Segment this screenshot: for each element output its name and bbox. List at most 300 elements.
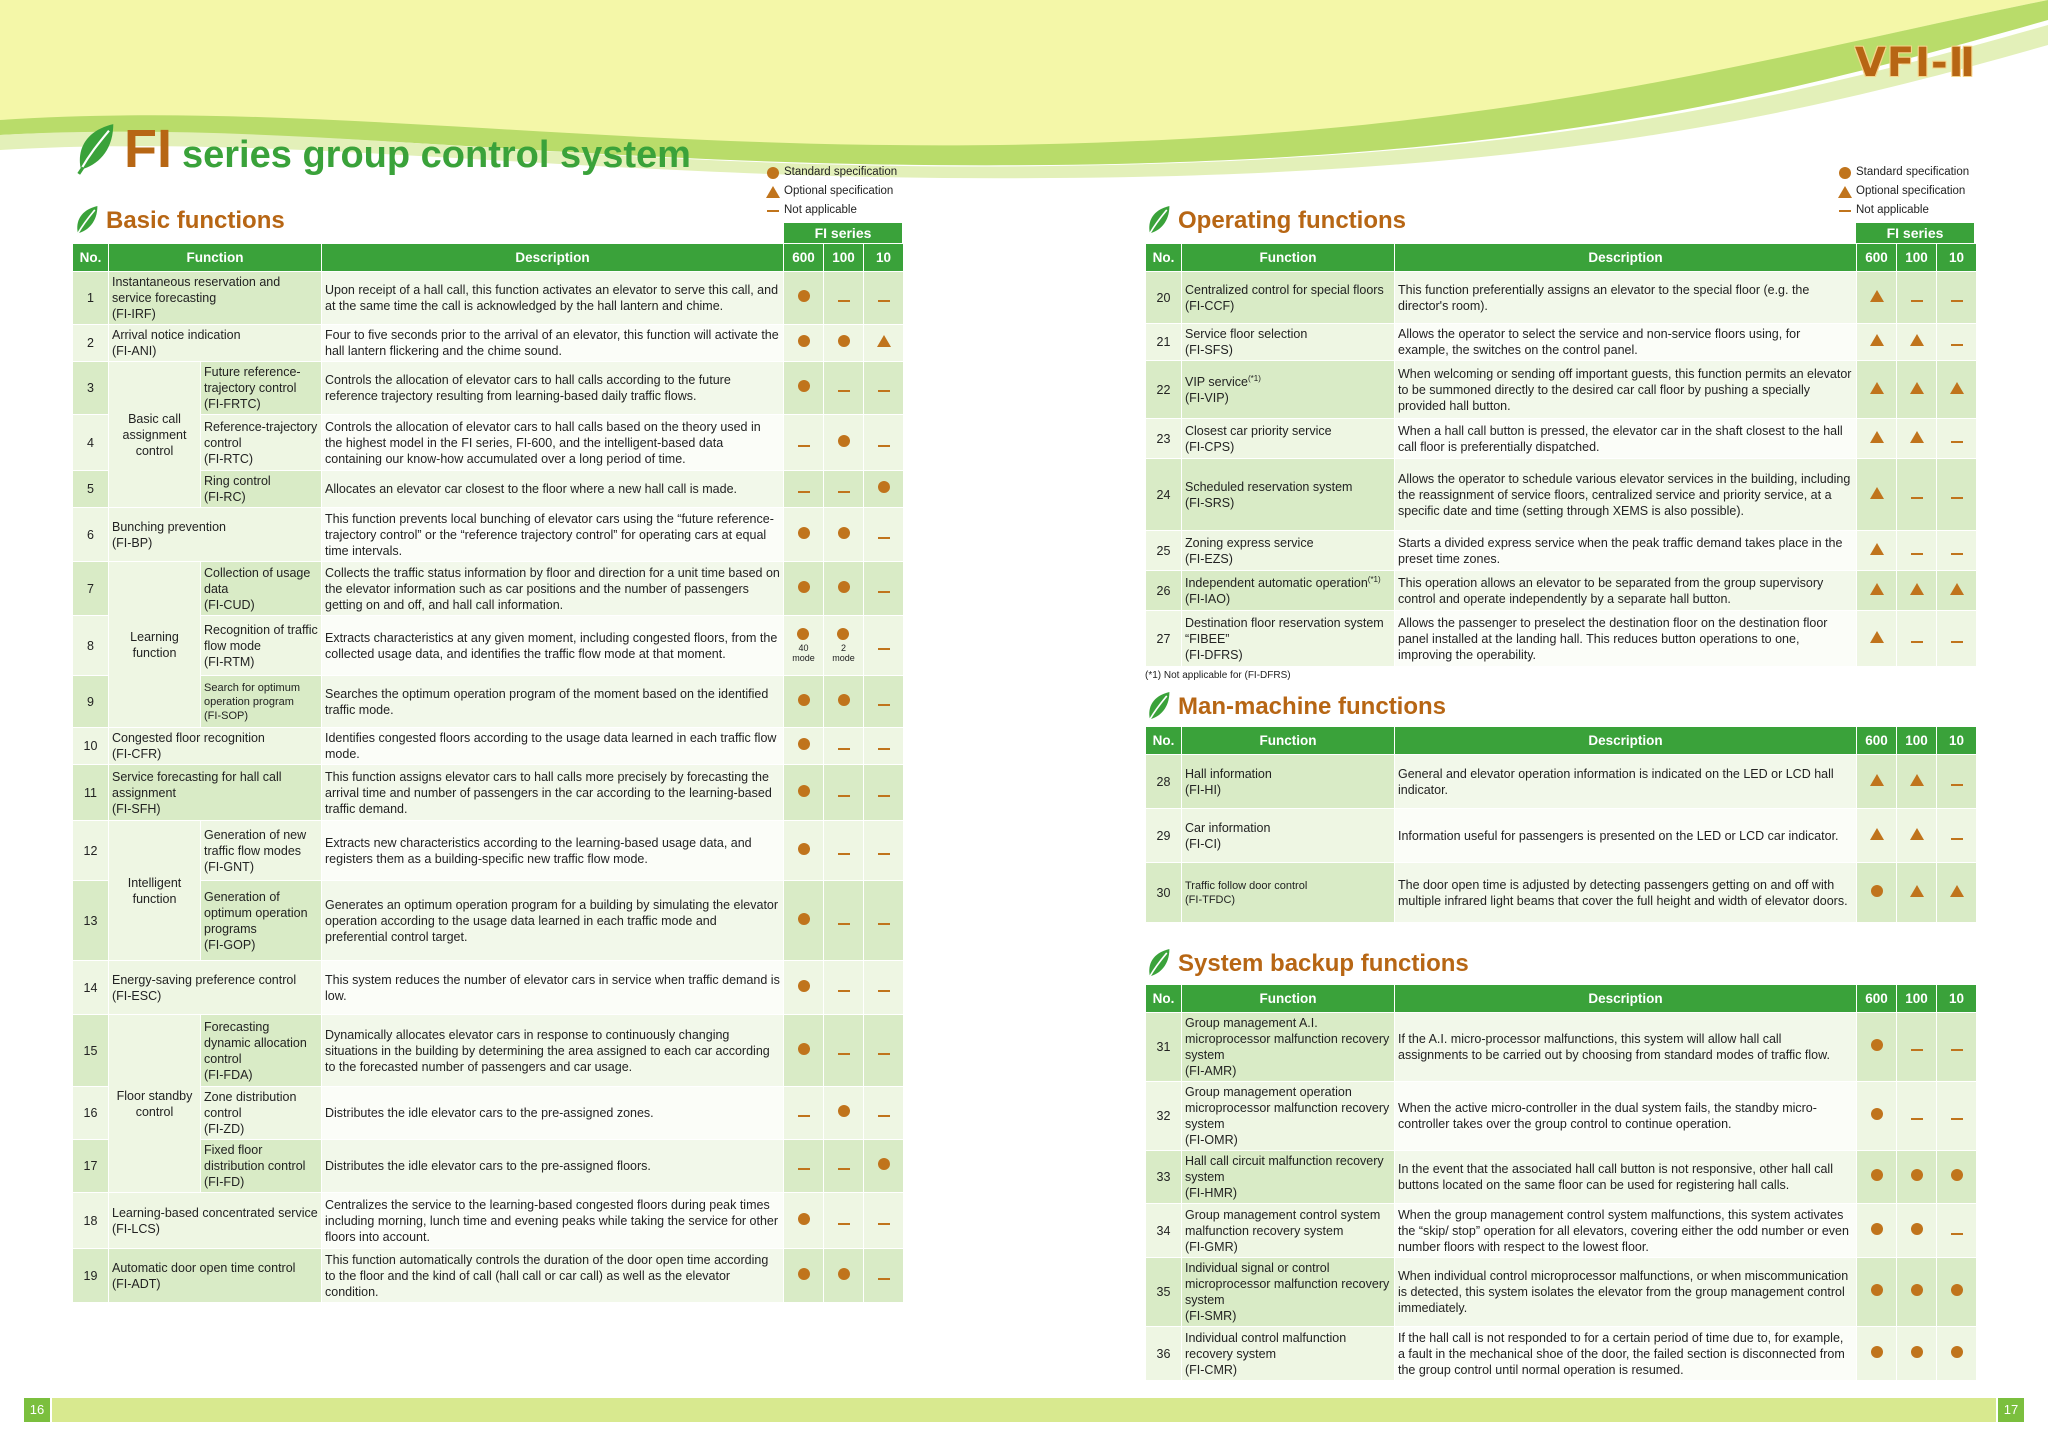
spec-mark-cell xyxy=(864,1140,904,1193)
spec-mark-cell xyxy=(1897,755,1937,809)
row-number: 20 xyxy=(1146,272,1182,324)
spec-mark-cell xyxy=(784,1015,824,1087)
function-name: Group management control system malfunction recovery system (FI-GMR) xyxy=(1182,1204,1395,1258)
row-number: 12 xyxy=(73,821,109,881)
standard-dot-icon xyxy=(798,1043,810,1055)
row-number: 15 xyxy=(73,1015,109,1087)
standard-dot-icon xyxy=(1839,167,1851,179)
spec-mark-cell xyxy=(784,415,824,471)
table-row xyxy=(1146,611,1977,667)
spec-mark-cell xyxy=(1857,419,1897,459)
standard-dot-icon xyxy=(1951,1169,1963,1181)
spec-mark-cell xyxy=(784,961,824,1015)
not-applicable-dash-icon xyxy=(838,923,850,925)
spec-mark-cell xyxy=(1937,324,1977,361)
spec-mark-cell xyxy=(784,728,824,765)
table-row xyxy=(1146,863,1977,923)
optional-triangle-icon xyxy=(1910,828,1924,840)
spec-mark-cell xyxy=(824,821,864,881)
standard-dot-icon xyxy=(838,1105,850,1117)
operating-footnote: (*1) Not applicable for (FI-DFRS) xyxy=(1145,670,1291,681)
spec-mark-cell xyxy=(824,508,864,562)
not-applicable-dash-icon xyxy=(878,1278,890,1280)
row-number: 19 xyxy=(73,1249,109,1303)
spec-mark-cell xyxy=(1857,1258,1897,1327)
mode-note: 40 mode xyxy=(792,643,815,663)
function-name: Service floor selection (FI-SFS) xyxy=(1182,324,1395,361)
spec-mark-cell xyxy=(784,676,824,728)
spec-mark-cell xyxy=(1857,459,1897,531)
col-600: 600 xyxy=(784,244,824,272)
mode-note: 2 mode xyxy=(832,643,855,663)
table-row xyxy=(1146,324,1977,361)
spec-mark-cell xyxy=(1937,1327,1977,1381)
optional-triangle-icon xyxy=(1870,334,1884,346)
section-backup-title: System backup functions xyxy=(1146,947,1469,981)
standard-dot-icon xyxy=(797,628,809,640)
spec-mark-cell xyxy=(864,728,904,765)
spec-mark-cell xyxy=(1937,1082,1977,1151)
function-name: Traffic follow door control (FI-TFDC) xyxy=(1182,863,1395,923)
table-row xyxy=(1146,459,1977,531)
optional-triangle-icon xyxy=(1910,583,1924,595)
standard-dot-icon xyxy=(838,1268,850,1280)
table-row xyxy=(1146,1258,1977,1327)
function-description: Starts a divided express service when the peak traffic demand takes place in the preset time zones. xyxy=(1395,531,1857,571)
function-description: Information useful for passengers is presented on the LED or LCD car indicator. xyxy=(1395,809,1857,863)
not-applicable-dash-icon xyxy=(878,795,890,797)
standard-dot-icon xyxy=(878,1158,890,1170)
table-row xyxy=(73,821,904,881)
spec-mark-cell xyxy=(1897,863,1937,923)
table-row xyxy=(73,508,904,562)
spec-mark-cell xyxy=(1897,1258,1937,1327)
not-applicable-dash-icon xyxy=(1951,300,1963,302)
spec-mark-cell xyxy=(864,272,904,325)
not-applicable-dash-icon xyxy=(878,300,890,302)
brand-logo: VFI-Ⅱ xyxy=(1854,40,1976,86)
not-applicable-dash-icon xyxy=(1951,497,1963,499)
row-number: 18 xyxy=(73,1193,109,1249)
not-applicable-dash-icon xyxy=(878,923,890,925)
standard-dot-icon xyxy=(1871,1346,1883,1358)
not-applicable-dash-icon xyxy=(878,853,890,855)
spec-mark-cell xyxy=(1897,459,1937,531)
function-name: Service forecasting for hall call assignment (FI-SFH) xyxy=(109,765,322,821)
function-description: When the group management control system malfunctions, this system activates the “skip/ stop” operation for all elevators, covering either the odd number or even number floors with respect to the lowest floor. xyxy=(1395,1204,1857,1258)
not-applicable-dash-icon xyxy=(1911,300,1923,302)
function-name: Generation of optimum operation programs (FI-GOP) xyxy=(201,881,322,961)
table-row xyxy=(73,1015,904,1087)
function-name: Zone distribution control (FI-ZD) xyxy=(201,1087,322,1140)
optional-triangle-icon xyxy=(1838,186,1852,198)
not-applicable-dash-icon xyxy=(798,1115,810,1117)
spec-mark-cell xyxy=(784,616,824,676)
table-row xyxy=(1146,1013,1977,1082)
basic-functions-table xyxy=(72,243,904,1303)
not-applicable-dash-icon xyxy=(878,990,890,992)
function-name: Bunching prevention (FI-BP) xyxy=(109,508,322,562)
title-fi: FI xyxy=(124,119,172,179)
function-name: Car information (FI-CI) xyxy=(1182,809,1395,863)
spec-mark-cell xyxy=(864,415,904,471)
spec-mark-cell xyxy=(1897,272,1937,324)
not-applicable-dash-icon xyxy=(798,445,810,447)
standard-dot-icon xyxy=(1951,1346,1963,1358)
col-100: 100 xyxy=(824,244,864,272)
spec-mark-cell xyxy=(1937,419,1977,459)
spec-mark-cell xyxy=(864,821,904,881)
standard-dot-icon xyxy=(838,581,850,593)
optional-triangle-icon xyxy=(1950,583,1964,595)
function-description: Centralizes the service to the learning-based congested floors during peak times including morning, lunch time and evening peaks while taking the service for other floors into account. xyxy=(322,1193,784,1249)
optional-triangle-icon xyxy=(1950,382,1964,394)
title-rest: series group control system xyxy=(182,134,691,176)
row-number: 27 xyxy=(1146,611,1182,667)
spec-mark-cell xyxy=(784,1249,824,1303)
optional-triangle-icon xyxy=(1870,631,1884,643)
function-name: Automatic door open time control (FI-ADT) xyxy=(109,1249,322,1303)
table-row xyxy=(73,1193,904,1249)
spec-mark-cell xyxy=(784,325,824,362)
function-description: Allows the operator to schedule various elevator services in the building, including the reassignment of service floors, centralized service and priority service, at a specific date and time (setting through XEMS is also possible). xyxy=(1395,459,1857,531)
section-basic-title: Basic functions xyxy=(74,204,285,238)
standard-dot-icon xyxy=(837,628,849,640)
function-name: Reference-trajectory control (FI-RTC) xyxy=(201,415,322,471)
not-applicable-dash-icon xyxy=(878,445,890,447)
table-row xyxy=(1146,272,1977,324)
standard-dot-icon xyxy=(1911,1169,1923,1181)
spec-mark-cell xyxy=(1857,809,1897,863)
function-name: Search for optimum operation program (FI-SOP) xyxy=(201,676,322,728)
legend-right: Standard specification Optional specification Not applicable xyxy=(1838,163,1969,220)
not-applicable-dash-icon xyxy=(1951,1049,1963,1051)
not-applicable-dash-icon xyxy=(838,748,850,750)
spec-mark-cell xyxy=(1857,361,1897,419)
function-description: When the active micro-controller in the dual system fails, the standby micro-controller takes over the group control to continue operation. xyxy=(1395,1082,1857,1151)
function-description: This function prevents local bunching of elevator cars using the “future reference-trajectory control” or the “reference trajectory control” for operating cars at equal time intervals. xyxy=(322,508,784,562)
table-row xyxy=(1146,361,1977,419)
function-description: Searches the optimum operation program of the moment based on the identified traffic mode. xyxy=(322,676,784,728)
function-description: Identifies congested floors according to the usage data learned in each traffic flow mode. xyxy=(322,728,784,765)
spec-mark-cell xyxy=(1857,531,1897,571)
footnote-marker: (*1) xyxy=(1367,574,1381,584)
function-name: Scheduled reservation system (FI-SRS) xyxy=(1182,459,1395,531)
function-description: Collects the traffic status information by floor and direction for a unit time based on the elevator information such as car positions and the number of passengers getting on and off, and hall call information. xyxy=(322,562,784,616)
standard-dot-icon xyxy=(798,1268,810,1280)
row-number: 33 xyxy=(1146,1151,1182,1204)
standard-dot-icon xyxy=(1911,1223,1923,1235)
spec-mark-cell xyxy=(1857,1082,1897,1151)
not-applicable-dash-icon xyxy=(878,537,890,539)
not-applicable-dash-icon xyxy=(838,795,850,797)
footnote-marker: (*1) xyxy=(1248,373,1261,383)
spec-mark-cell xyxy=(864,616,904,676)
function-group: Learning function xyxy=(109,562,201,728)
spec-mark-cell xyxy=(864,881,904,961)
row-number: 2 xyxy=(73,325,109,362)
function-description: If the A.I. micro-processor malfunctions, this system will allow hall call assignments to be carried out by choosing from standard modes of traffic flow. xyxy=(1395,1013,1857,1082)
spec-mark-cell xyxy=(784,562,824,616)
spec-mark-cell xyxy=(824,961,864,1015)
spec-mark-cell xyxy=(1937,1204,1977,1258)
table-row xyxy=(1146,419,1977,459)
function-name: VIP service$^{(*1)}$ (FI-VIP) xyxy=(1182,361,1395,419)
spec-mark-cell xyxy=(1897,1151,1937,1204)
function-description: Allows the operator to select the service and non-service floors using, for example, the switches on the control panel. xyxy=(1395,324,1857,361)
spec-mark-cell xyxy=(784,1193,824,1249)
spec-mark-cell xyxy=(864,1249,904,1303)
spec-mark-cell xyxy=(1937,272,1977,324)
function-description: Four to five seconds prior to the arrival of an elevator, this function will activate the hall lantern flickering and the chime sound. xyxy=(322,325,784,362)
not-applicable-dash-icon xyxy=(878,1053,890,1055)
function-description: If the hall call is not responded to for a certain period of time due to, for example, a fault in the mechanical shoe of the door, the failed section is disconnected from the group control until normal operation is resumed. xyxy=(1395,1327,1857,1381)
spec-mark-cell xyxy=(1937,863,1977,923)
not-applicable-dash-icon xyxy=(1911,641,1923,643)
spec-mark-cell xyxy=(1937,1151,1977,1204)
not-applicable-dash-icon xyxy=(1951,641,1963,643)
optional-triangle-icon xyxy=(877,335,891,347)
footer-bar xyxy=(52,1398,1996,1422)
spec-mark-cell xyxy=(824,1249,864,1303)
optional-triangle-icon xyxy=(1870,290,1884,302)
fi-series-header-left: FI series xyxy=(783,222,903,244)
optional-triangle-icon xyxy=(1870,774,1884,786)
function-name: Closest car priority service (FI-CPS) xyxy=(1182,419,1395,459)
page-number-right: 17 xyxy=(1998,1398,2024,1422)
row-number: 30 xyxy=(1146,863,1182,923)
spec-mark-cell xyxy=(1937,809,1977,863)
spec-mark-cell xyxy=(1937,361,1977,419)
spec-mark-cell xyxy=(824,676,864,728)
section-operating-title: Operating functions xyxy=(1146,204,1406,238)
function-description: Extracts new characteristics according to the learning-based usage data, and registers them as a building-specific new traffic flow mode. xyxy=(322,821,784,881)
row-number: 28 xyxy=(1146,755,1182,809)
function-description: This function assigns elevator cars to hall calls more precisely by forecasting the arrival time and number of passengers in the car according to the learning-based traffic demand. xyxy=(322,765,784,821)
table-row xyxy=(73,765,904,821)
optional-triangle-icon xyxy=(1910,774,1924,786)
function-name: Collection of usage data (FI-CUD) xyxy=(201,562,322,616)
col-no: No. xyxy=(73,244,109,272)
col-description: Description xyxy=(322,244,784,272)
function-name: Group management A.I. microprocessor malfunction recovery system (FI-AMR) xyxy=(1182,1013,1395,1082)
table-row xyxy=(73,961,904,1015)
spec-mark-cell xyxy=(1937,755,1977,809)
function-description: Distributes the idle elevator cars to the pre-assigned floors. xyxy=(322,1140,784,1193)
table-row xyxy=(1146,1082,1977,1151)
table-row xyxy=(73,325,904,362)
spec-mark-cell xyxy=(1937,571,1977,611)
not-applicable-dash-icon xyxy=(838,1053,850,1055)
spec-mark-cell xyxy=(1857,571,1897,611)
function-name: Individual signal or control microprocessor malfunction recovery system (FI-SMR) xyxy=(1182,1258,1395,1327)
spec-mark-cell xyxy=(1857,1151,1897,1204)
standard-dot-icon xyxy=(798,581,810,593)
standard-dot-icon xyxy=(838,694,850,706)
optional-triangle-icon xyxy=(1870,382,1884,394)
row-number: 31 xyxy=(1146,1013,1182,1082)
spec-mark-cell xyxy=(824,1140,864,1193)
standard-dot-icon xyxy=(798,843,810,855)
standard-dot-icon xyxy=(1951,1284,1963,1296)
standard-dot-icon xyxy=(798,1213,810,1225)
spec-mark-cell xyxy=(1897,324,1937,361)
spec-mark-cell xyxy=(1857,863,1897,923)
standard-dot-icon xyxy=(878,481,890,493)
not-applicable-dash-icon xyxy=(1911,497,1923,499)
spec-mark-cell xyxy=(864,362,904,415)
function-name: Centralized control for special floors (FI-CCF) xyxy=(1182,272,1395,324)
spec-mark-cell xyxy=(784,1087,824,1140)
optional-triangle-icon xyxy=(1870,583,1884,595)
table-row xyxy=(73,728,904,765)
legend-left: Standard specification Optional specification Not applicable xyxy=(766,163,897,220)
spec-mark-cell xyxy=(864,961,904,1015)
function-name: Arrival notice indication (FI-ANI) xyxy=(109,325,322,362)
not-applicable-dash-icon xyxy=(1911,1049,1923,1051)
function-description: Allows the passenger to preselect the destination floor on the destination floor panel installed at the landing hall. This reduces button operations to one, improving the operability. xyxy=(1395,611,1857,667)
standard-dot-icon xyxy=(1871,1169,1883,1181)
row-number: 10 xyxy=(73,728,109,765)
row-number: 1 xyxy=(73,272,109,325)
function-name: Future reference-trajectory control (FI-FRTC) xyxy=(201,362,322,415)
spec-mark-cell xyxy=(824,881,864,961)
spec-mark-cell xyxy=(1857,1013,1897,1082)
spec-mark-cell xyxy=(824,1193,864,1249)
leaf-icon xyxy=(1146,204,1172,238)
spec-mark-cell xyxy=(1857,755,1897,809)
spec-mark-cell xyxy=(1857,1204,1897,1258)
function-name: Instantaneous reservation and service forecasting (FI-IRF) xyxy=(109,272,322,325)
not-applicable-dash-icon xyxy=(878,390,890,392)
function-name: Recognition of traffic flow mode (FI-RTM) xyxy=(201,616,322,676)
spec-mark-cell xyxy=(784,362,824,415)
spec-mark-cell xyxy=(824,362,864,415)
function-group: Intelligent function xyxy=(109,821,201,961)
not-applicable-dash-icon xyxy=(1951,1233,1963,1235)
row-number: 26 xyxy=(1146,571,1182,611)
col-function: Function xyxy=(109,244,322,272)
section-man-machine-title: Man-machine functions xyxy=(1146,690,1446,724)
spec-mark-cell xyxy=(864,508,904,562)
not-applicable-dash-icon xyxy=(1911,1118,1923,1120)
function-name: Destination floor reservation system “FIBEE” (FI-DFRS) xyxy=(1182,611,1395,667)
page-number-left: 16 xyxy=(24,1398,50,1422)
row-number: 34 xyxy=(1146,1204,1182,1258)
spec-mark-cell xyxy=(1937,531,1977,571)
spec-mark-cell xyxy=(1897,531,1937,571)
spec-mark-cell xyxy=(824,1015,864,1087)
not-applicable-dash-icon xyxy=(878,748,890,750)
spec-mark-cell xyxy=(864,765,904,821)
row-number: 21 xyxy=(1146,324,1182,361)
standard-dot-icon xyxy=(838,335,850,347)
not-applicable-dash-icon xyxy=(878,1115,890,1117)
not-applicable-dash-icon xyxy=(1911,553,1923,555)
function-description: The door open time is adjusted by detecting passengers getting on and off with multiple infrared light beams that cover the full height and width of elevator doors. xyxy=(1395,863,1857,923)
row-number: 5 xyxy=(73,471,109,508)
function-name: Learning-based concentrated service (FI-LCS) xyxy=(109,1193,322,1249)
spec-mark-cell xyxy=(1897,1013,1937,1082)
not-applicable-dash-icon xyxy=(1951,553,1963,555)
standard-dot-icon xyxy=(838,435,850,447)
standard-dot-icon xyxy=(1871,1284,1883,1296)
table-row xyxy=(1146,531,1977,571)
table-row xyxy=(73,362,904,415)
spec-mark-cell xyxy=(824,325,864,362)
function-description: When welcoming or sending off important guests, this function permits an elevator to be summoned directly to the desired car call floor by pushing a specially provided hall button. xyxy=(1395,361,1857,419)
standard-dot-icon xyxy=(1911,1284,1923,1296)
spec-mark-cell xyxy=(1857,324,1897,361)
spec-mark-cell xyxy=(864,676,904,728)
spec-mark-cell xyxy=(864,1193,904,1249)
optional-triangle-icon xyxy=(1910,334,1924,346)
function-name: Fixed floor distribution control (FI-FD) xyxy=(201,1140,322,1193)
spec-mark-cell xyxy=(824,765,864,821)
optional-triangle-icon xyxy=(766,186,780,198)
not-applicable-dash-icon xyxy=(1839,210,1851,212)
function-name: Ring control (FI-RC) xyxy=(201,471,322,508)
row-number: 3 xyxy=(73,362,109,415)
spec-mark-cell xyxy=(784,881,824,961)
function-description: Controls the allocation of elevator cars to hall calls according to the future reference trajectory resulting from learning-based daily traffic flows. xyxy=(322,362,784,415)
standard-dot-icon xyxy=(798,980,810,992)
row-number: 7 xyxy=(73,562,109,616)
row-number: 24 xyxy=(1146,459,1182,531)
function-name: Individual control malfunction recovery system (FI-CMR) xyxy=(1182,1327,1395,1381)
not-applicable-dash-icon xyxy=(798,1168,810,1170)
spec-mark-cell xyxy=(1857,611,1897,667)
table-row xyxy=(1146,755,1977,809)
spec-mark-cell xyxy=(864,1015,904,1087)
spec-mark-cell xyxy=(784,821,824,881)
spec-mark-cell xyxy=(1937,1258,1977,1327)
spec-mark-cell xyxy=(1897,1204,1937,1258)
not-applicable-dash-icon xyxy=(878,1223,890,1225)
spec-mark-cell xyxy=(1857,1327,1897,1381)
function-name: Congested floor recognition (FI-CFR) xyxy=(109,728,322,765)
fi-series-header-right: FI series xyxy=(1855,222,1975,244)
spec-mark-cell xyxy=(1897,419,1937,459)
optional-triangle-icon xyxy=(1870,828,1884,840)
standard-dot-icon xyxy=(1871,1223,1883,1235)
function-description: Extracts characteristics at any given moment, including congested floors, from the collected usage data, and identifies the traffic flow mode at that moment. xyxy=(322,616,784,676)
table-row xyxy=(73,562,904,616)
function-description: Controls the allocation of elevator cars to hall calls based on the theory used in the highest model in the FI series, FI-600, and the intelligent-based data containing our know-how accumulated over a long period of time. xyxy=(322,415,784,471)
function-description: General and elevator operation information is indicated on the LED or LCD hall indicator. xyxy=(1395,755,1857,809)
spec-mark-cell xyxy=(864,471,904,508)
row-number: 29 xyxy=(1146,809,1182,863)
spec-mark-cell xyxy=(824,616,864,676)
spec-mark-cell xyxy=(784,508,824,562)
leaf-icon xyxy=(1146,947,1172,981)
row-number: 6 xyxy=(73,508,109,562)
standard-dot-icon xyxy=(1911,1346,1923,1358)
optional-triangle-icon xyxy=(1950,885,1964,897)
row-number: 8 xyxy=(73,616,109,676)
row-number: 9 xyxy=(73,676,109,728)
standard-dot-icon xyxy=(798,694,810,706)
row-number: 11 xyxy=(73,765,109,821)
not-applicable-dash-icon xyxy=(838,1223,850,1225)
not-applicable-dash-icon xyxy=(767,210,779,212)
standard-dot-icon xyxy=(838,527,850,539)
function-description: This operation allows an elevator to be separated from the group supervisory control and operate independently by a separate hall button. xyxy=(1395,571,1857,611)
spec-mark-cell xyxy=(784,272,824,325)
not-applicable-dash-icon xyxy=(878,648,890,650)
function-group: Basic call assignment control xyxy=(109,362,201,508)
function-description: This system reduces the number of elevator cars in service when traffic demand is low. xyxy=(322,961,784,1015)
